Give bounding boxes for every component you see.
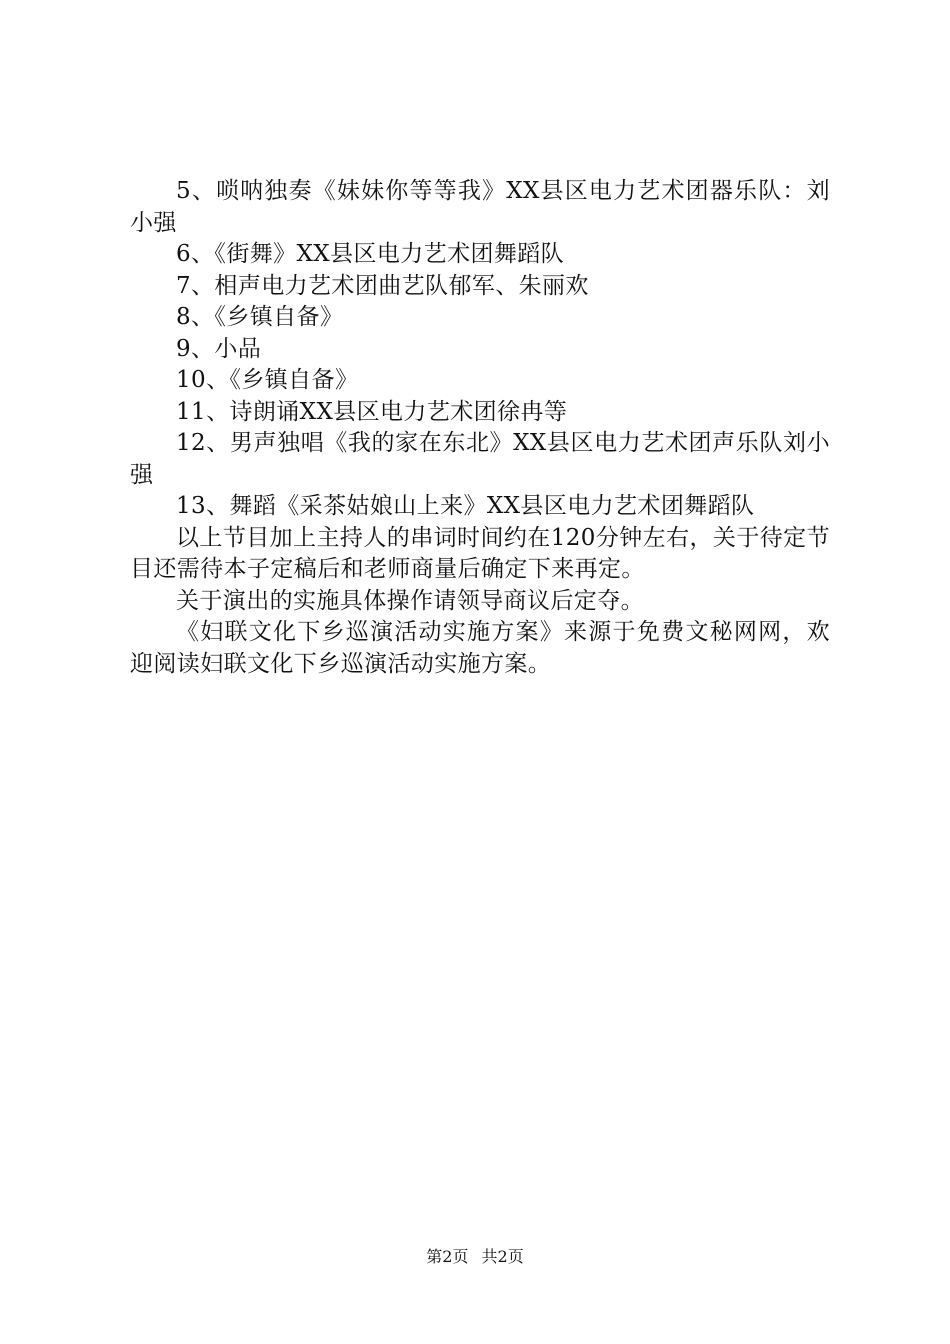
program-item-10: 10、《乡镇自备》 [176,367,359,393]
program-item-12: 12、男声独唱《我的家在东北》XX县区电力艺术团声乐队刘小强 [130,430,830,488]
program-item-11: 11、诗朗诵XX县区电力艺术团徐冉等 [176,398,568,425]
implementation-note: 关于演出的实施具体操作请领导商议后定夺。 [176,587,644,614]
page-footer [0,1244,950,1267]
document-body [130,176,830,680]
duration-note: 以上节目加上主持人的串词时间约在120分钟左右，关于待定节目还需待本子定稿后和老师商量后确定下来再定。 [130,524,830,582]
program-item-5: 5、唢呐独奏《妹妹你等等我》XX县区电力艺术团器乐队：刘小强 [130,178,830,236]
program-item-6: 6、《街舞》XX县区电力艺术团舞蹈队 [176,241,565,267]
page-number-current: 第2页 [426,1247,469,1266]
program-item-8: 8、《乡镇自备》 [176,304,344,330]
source-note: 《妇联文化下乡巡演活动实施方案》来源于免费文秘网网，欢迎阅读妇联文化下乡巡演活动实施方案。 [130,619,830,677]
page-number-total: 共2页 [481,1247,524,1266]
program-item-7: 7、相声电力艺术团曲艺队郁军、朱丽欢 [176,272,589,299]
program-item-9: 9、小品 [176,335,262,362]
program-item-13: 13、舞蹈《采茶姑娘山上来》XX县区电力艺术团舞蹈队 [176,493,755,519]
